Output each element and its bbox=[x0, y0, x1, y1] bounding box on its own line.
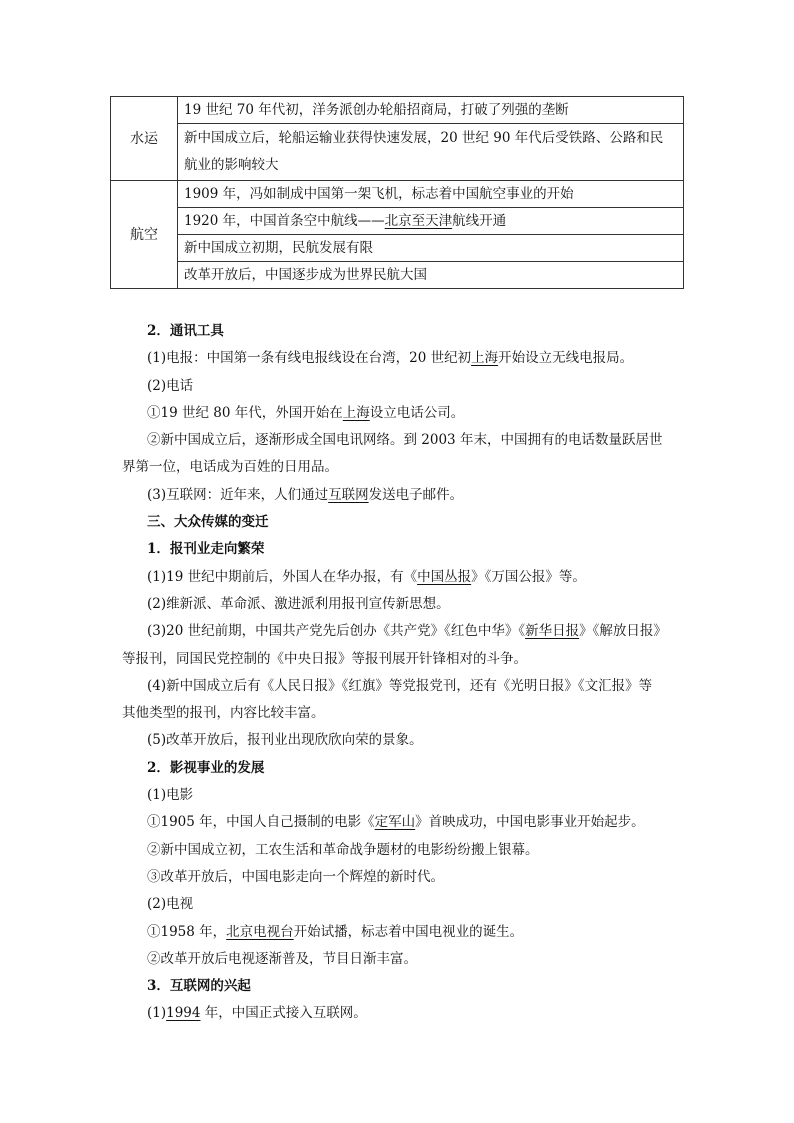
paragraph: (2)维新派、革命派、激进派利用报刊宣传新思想。 bbox=[147, 595, 450, 612]
underlined-text: 北京至天津 bbox=[384, 213, 453, 229]
underlined-text: 上海 bbox=[342, 404, 370, 421]
paragraph: ③改革开放后，中国电影走向一个辉煌的新时代。 bbox=[147, 868, 444, 885]
table-row bbox=[111, 208, 684, 235]
table-cell bbox=[178, 124, 684, 181]
paragraph: ②改革开放后电视逐渐普及，节目日渐丰富。 bbox=[147, 950, 417, 967]
cell-text: 航线开通 bbox=[452, 213, 507, 229]
underlined-text: 北京电视台 bbox=[226, 923, 294, 940]
subsection-heading: 2．影视事业的发展 bbox=[147, 759, 265, 776]
cell-line: 航业的影响较大 bbox=[184, 157, 279, 173]
paragraph: (1)电影 bbox=[147, 787, 194, 804]
table-cell: 1909 年，冯如制成中国第一架飞机，标志着中国航空事业的开始 bbox=[178, 181, 684, 208]
paragraph: (5)改革开放后，报刊业出现欣欣向荣的景象。 bbox=[147, 732, 423, 749]
underlined-text: 上海 bbox=[471, 350, 499, 367]
paragraph-continuation: 界第一位，电话成为百姓的日用品。 bbox=[122, 459, 338, 476]
paragraph: (1)电报：中国第一条有线电报线设在台湾，20 世纪初上海开始设立无线电报局。 bbox=[147, 350, 634, 367]
paragraph: ②新中国成立后，逐渐形成全国电讯网络。到 2003 年末，中国拥有的电话数量跃居世 bbox=[147, 432, 663, 449]
paragraph: (4)新中国成立后有《人民日报》《红旗》等党报党刊，还有《光明日报》《文汇报》等 bbox=[147, 677, 653, 694]
paragraph: ①1958 年，北京电视台开始试播，标志着中国电视业的诞生。 bbox=[147, 923, 524, 940]
category-cell-air: 航空 bbox=[111, 181, 178, 289]
subsection-heading: 1．报刊业走向繁荣 bbox=[147, 541, 265, 558]
table-row bbox=[111, 262, 684, 289]
paragraph-continuation: 等报刊，同国民党控制的《中央日报》等报刊展开针锋相对的斗争。 bbox=[122, 650, 527, 667]
table-cell: 新中国成立初期，民航发展有限 bbox=[178, 235, 684, 262]
paragraph: (1)1994 年，中国正式接入互联网。 bbox=[147, 1005, 367, 1022]
paragraph: (3)20 世纪前期，中国共产党先后创办《共产党》《红色中华》《新华日报》《解放日报》 bbox=[147, 623, 667, 640]
table-cell bbox=[178, 208, 684, 235]
category-cell-water: 水运 bbox=[111, 97, 178, 181]
table-row bbox=[111, 97, 684, 124]
paragraph: (1)19 世纪中期前后，外国人在华办报，有《中国丛报》《万国公报》等。 bbox=[147, 568, 586, 585]
section-heading: 2．通讯工具 bbox=[147, 323, 224, 339]
paragraph: (2)电话 bbox=[147, 377, 194, 394]
underlined-text: 定军山 bbox=[374, 814, 416, 831]
table-row bbox=[111, 181, 684, 208]
underlined-text: 1994 bbox=[166, 1005, 201, 1022]
underlined-text: 中国丛报 bbox=[417, 568, 472, 585]
underlined-text: 互联网 bbox=[328, 486, 369, 503]
transport-table bbox=[110, 96, 684, 289]
table-row bbox=[111, 124, 684, 181]
cell-line: 新中国成立后，轮船运输业获得快速发展，20 世纪 90 年代后受铁路、公路和民 bbox=[184, 130, 664, 146]
paragraph-continuation: 其他类型的报刊，内容比较丰富。 bbox=[122, 705, 325, 722]
paragraph: ②新中国成立初，工农生活和革命战争题材的电影纷纷搬上银幕。 bbox=[147, 841, 539, 858]
cell-text: 1920 年，中国首条空中航线—— bbox=[184, 213, 385, 229]
body-text bbox=[122, 318, 686, 1028]
table-cell: 19 世纪 70 年代初，洋务派创办轮船招商局，打破了列强的垄断 bbox=[178, 97, 684, 124]
paragraph: (3)互联网：近年来，人们通过互联网发送电子邮件。 bbox=[147, 486, 464, 503]
paragraph: (2)电视 bbox=[147, 896, 194, 913]
table-row bbox=[111, 235, 684, 262]
subsection-heading: 3．互联网的兴起 bbox=[147, 978, 251, 995]
section-heading: 三、大众传媒的变迁 bbox=[147, 514, 269, 531]
underlined-text: 新华日报 bbox=[525, 623, 580, 640]
paragraph: ①1905 年，中国人自己摄制的电影《定军山》首映成功，中国电影事业开始起步。 bbox=[147, 814, 645, 831]
paragraph: ①19 世纪 80 年代，外国开始在上海设立电话公司。 bbox=[147, 404, 465, 421]
table-cell: 改革开放后，中国逐步成为世界民航大国 bbox=[178, 262, 684, 289]
